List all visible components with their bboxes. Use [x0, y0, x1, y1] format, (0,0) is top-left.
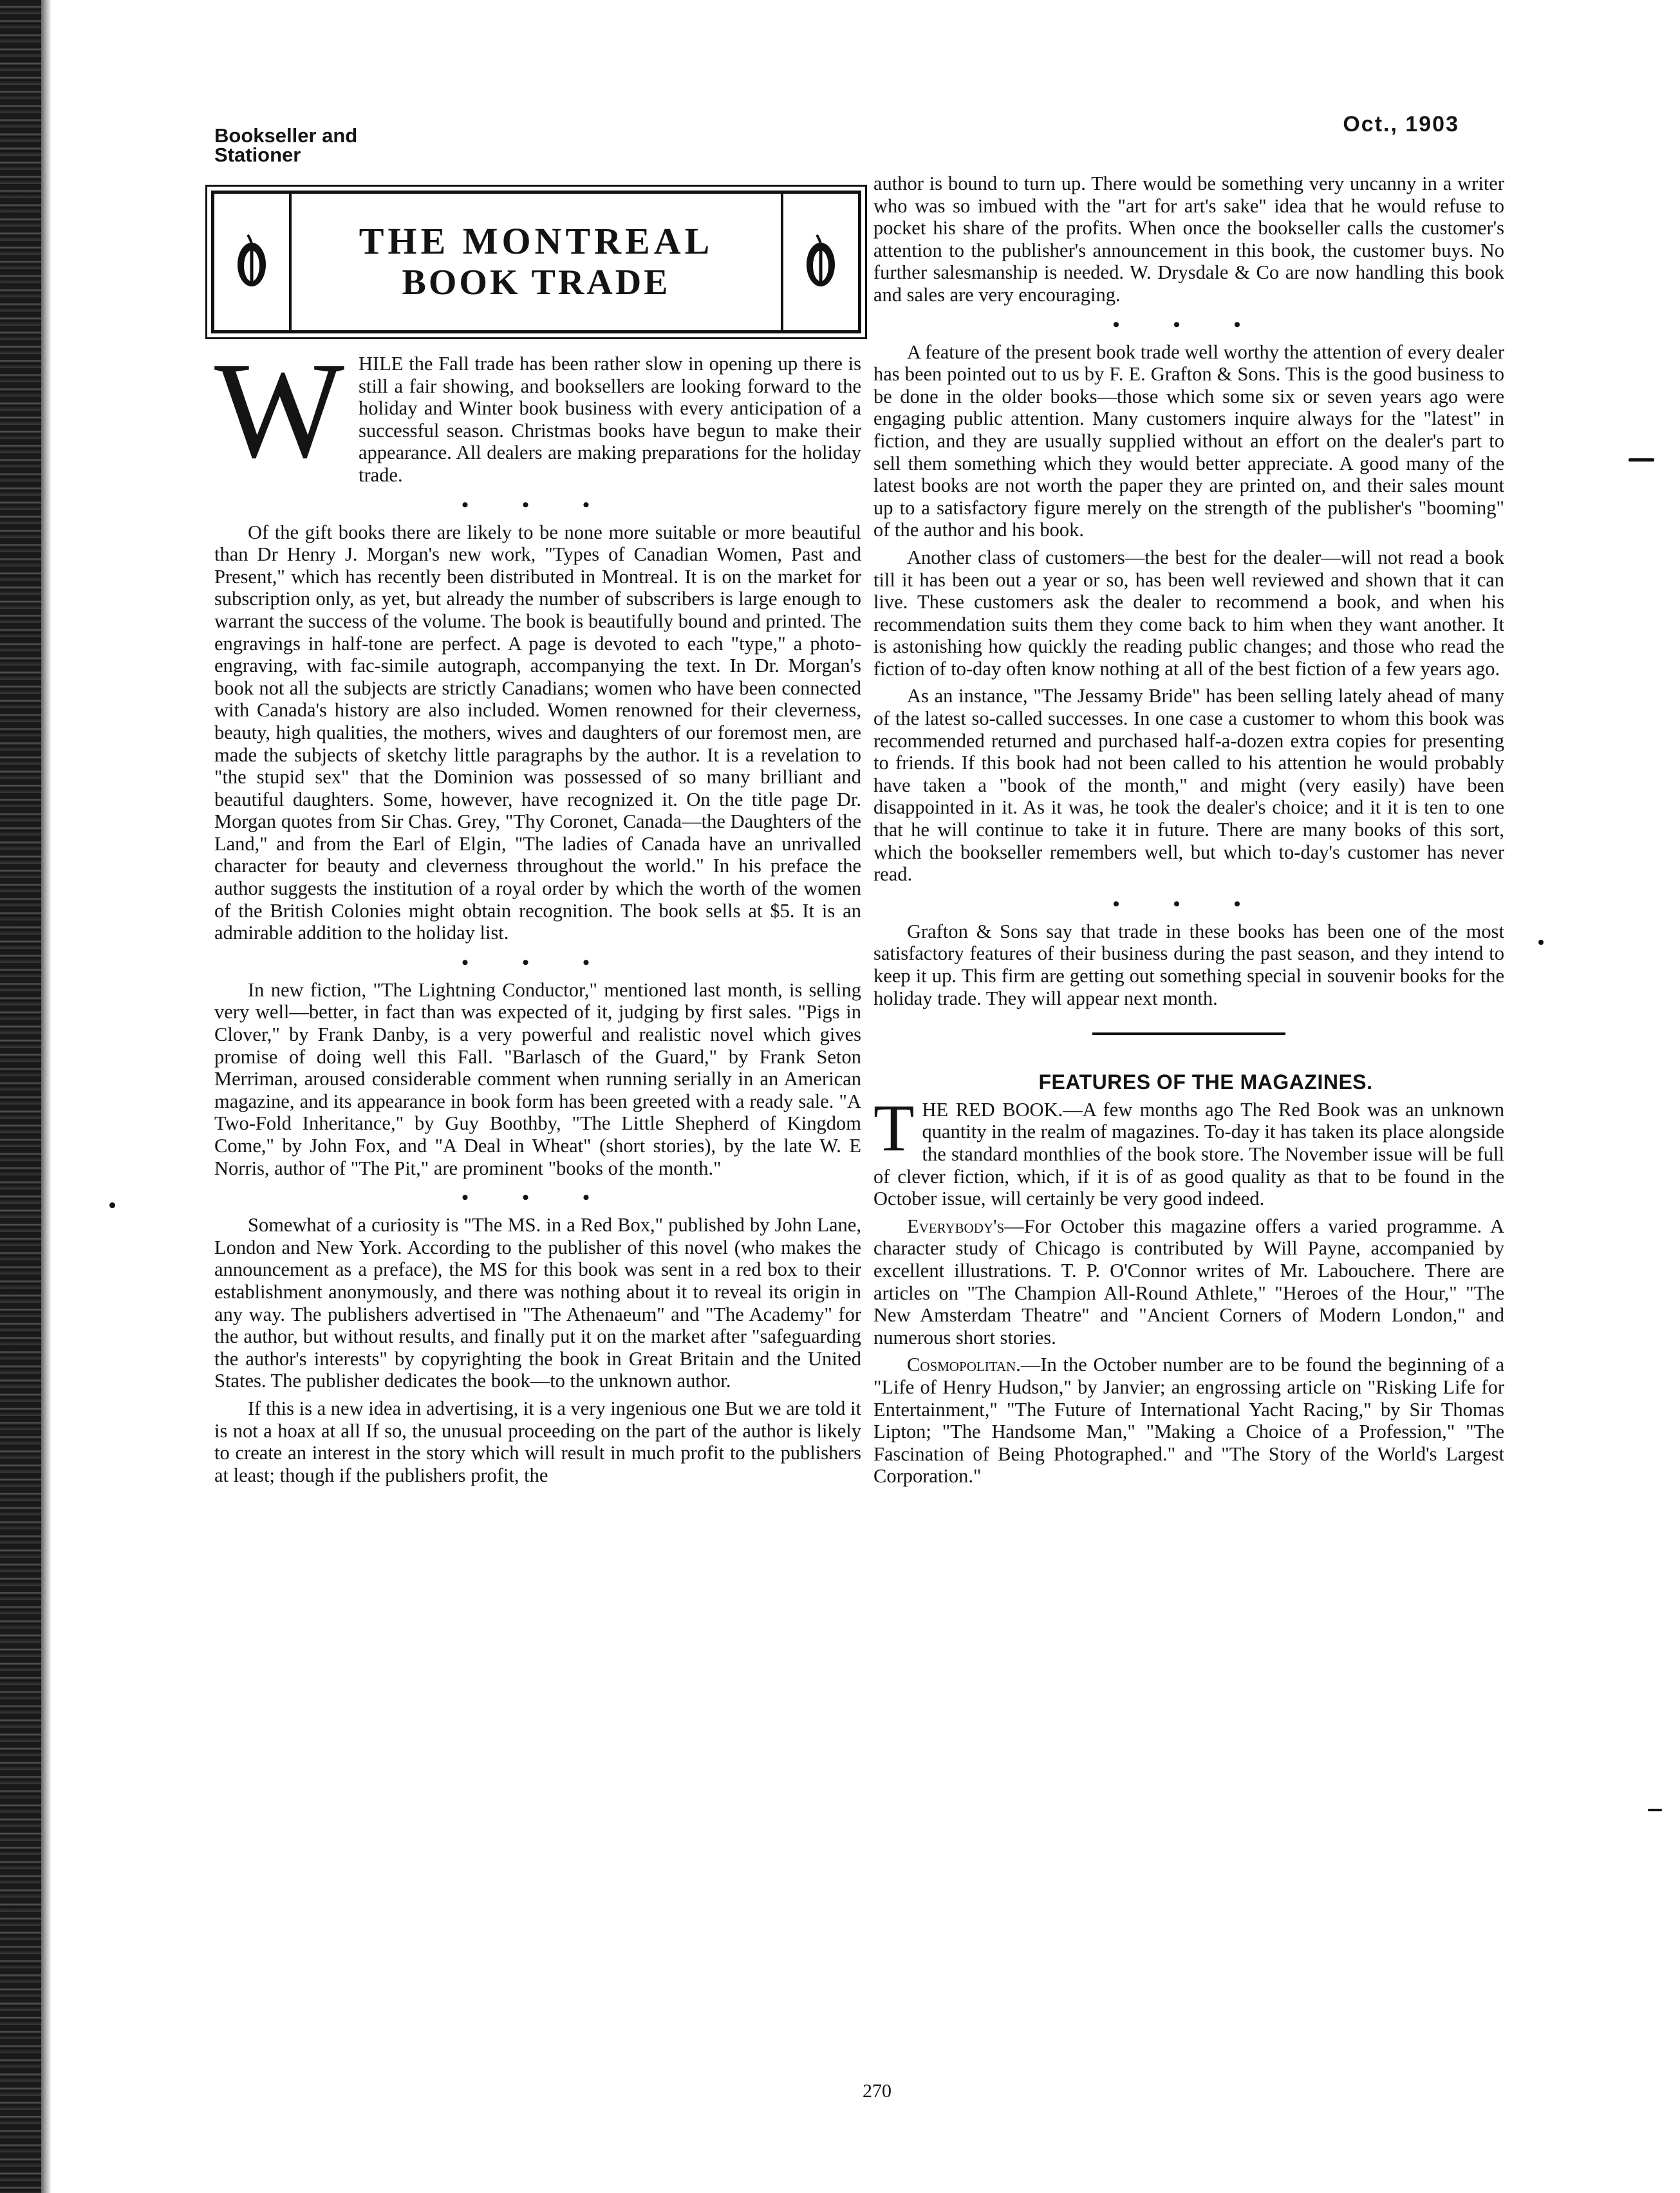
scan-speck: [1629, 458, 1654, 462]
everybodys-text: —For October this magazine offers a varied programme. A character study of Chicago is contributed by Will Payne, accompanied by excellent illustrations. T. P. O'Connor writes of Mr. Labouchere. There are articles on "The Champion All-Round Athlete," "Heroes of the Hour," "The New Amsterdam Theatre" and "Ancient Corners of Modern London," and numerous short stories.: [873, 1215, 1504, 1348]
paragraph-cosmopolitan: [873, 1354, 1504, 1488]
magazines-heading: FEATURES OF THE MAGAZINES.: [1038, 1070, 1373, 1094]
paragraph-advertising: If this is a new idea in advertising, it is a very ingenious one But we are told it is not a hoax at all If so, the unusual proceeding on the part of the author is likely to create an interest in the story which will result in much profit to the publishers at least; though if the publishers profit, the: [214, 1397, 861, 1486]
paragraph-new-fiction: In new fiction, "The Lightning Conductor," mentioned last month, is selling very well—better, in fact than was expected of it, judging by first sales. "Pigs in Clover," by Frank Danby, is a very powerful and realistic novel which gives promise of doing well this Fall. "Barlasch of the Guard," by Frank Seton Merriman, aroused considerable comment when running serially in an American magazine, and its appearance in book form has been greeted with a ready sale. "A Two-Fold Inheritance," by Guy Boothby, "The Little Shepherd of Kingdom Come," by John Fox, and "A Deal in Wheat" (short stories), by the late W. E Norris, author of "The Pit," are prominent "books of the month.": [214, 978, 861, 1179]
drop-cap: T: [873, 1090, 915, 1165]
publication-line-1: Bookseller and: [214, 124, 358, 147]
running-head-date: Oct., 1903: [1343, 112, 1459, 136]
opening-paragraph-text: HILE the Fall trade has been rather slow in opening up there is still a fair showing, and booksellers are looking forward to the holiday and Winter book business with every anticipation of a successful season. Christmas books have begun to make their appearance. All dealers are making preparations for the holiday trade.: [358, 353, 861, 486]
title-line-1: THE MONTREAL: [359, 220, 714, 262]
section-rule: [1092, 1032, 1285, 1035]
cosmopolitan-text: .—In the October number are to be found the beginning of a "Life of Henry Hudson," by Janvier; an engrossing article on "Risking Life for Entertainment," "The Future of International Yacht Racing," by Sir Thomas Lipton; "The Handsome Man," "Making a Choice of a Profession," "The Fascination of Being Photographed." and "The Story of the World's Largest Corporation.": [873, 1354, 1504, 1488]
right-text-column: [873, 173, 1504, 1493]
paragraph-everybodys: [873, 1215, 1504, 1349]
running-head-publication: [214, 126, 357, 165]
scan-binding-shadow: [41, 0, 51, 2193]
red-book-text: HE RED BOOK.—A few months ago The Red Book was an unknown quantity in the realm of magazines. To-day it has taken its place alongside the standard monthlies of the book store. The November issue will be full of clever fiction, which, if it is of as good quality as that to be found in the October issue, will certainly be very good indeed.: [873, 1098, 1504, 1210]
opening-paragraph: [214, 334, 861, 487]
scan-speck: [1538, 940, 1544, 945]
section-separator: • • •: [462, 951, 614, 973]
paragraph-grafton-sons: Grafton & Sons say that trade in these books has been one of the most satisfactory features of their business during the past season, and they intend to keep it up. This firm are getting out something special in souvenir books for the holiday trade. They will appear next month.: [873, 920, 1504, 1009]
paragraph-morgan-book: Of the gift books there are likely to be none more suitable or more beautiful than Dr Henry J. Morgan's new work, "Types of Canadian Women, Past and Present," which has recently been distributed in Montreal. It is on the market for subscription only, as yet, but already the number of subscribers is large enough to warrant the success of the volume. The book is beautifully bound and printed. The engravings in half-tone are perfect. A page is devoted to each "type," a photo-engraving, with fac-simile autograph, accompanying the text. In Dr. Morgan's book not all the subjects are strictly Canadians; women who have been connected with Canada's history are also included. Women renowned for their cleverness, beauty, high qualities, the mothers, wives and daughters of our foremost men, are made the subjects of sketchy little paragraphs by the author. It is a revelation to "the stupid sex" that the Dominion was possessed of so many brilliant and beautiful daughters. Some, however, have recognized it. On the title page Dr. Morgan quotes from Sir Chas. Grey, "Thy Coronet, Canada—the Daughters of the Land," and from the Earl of Elgin, "The ladies of Canada have an unrivalled character for beauty and cleverness throughout the world." In his preface the author suggests the institution of a royal order by which the worth of the women of the British Colonies might obtain recognition. The book sells at $5. It is an admirable addition to the holiday list.: [214, 521, 861, 944]
paragraph-customer-class: Another class of customers—the best for the dealer—will not read a book till it has been out a year or so, has been well reviewed and shown that it can live. These customers ask the dealer to recommend a book, and when his recommendation suits them they come back to him when they want another. It is astonishing how quickly the reading public changes; and those who read the fiction of to-day often know nothing at all of the best fiction of a few years ago.: [873, 546, 1504, 680]
title-line-2: BOOK TRADE: [402, 263, 671, 303]
scan-binding-edge: [0, 0, 41, 2193]
paragraph-jessamy-bride: As an instance, "The Jessamy Bride" has been selling lately ahead of many of the latest so-called successes. In one case a customer to whom this book was recommended returned and purchased half-a-dozen extra copies for presenting to friends. If this book had not been called to his attention he would probably have taken a "book of the month," and might (very easily) have been disappointed in it. As it was, he took the dealer's choice; and it it is ten to one that he will continue to take it in future. There are many books of this sort, which the bookseller remembers well, but which to-day's customer has never read.: [873, 685, 1504, 886]
section-separator: • • •: [462, 1187, 614, 1209]
article-title: [292, 194, 781, 330]
paragraph-ms-red-box: Somewhat of a curiosity is "The MS. in a Red Box," published by John Lane, London and New York. According to the publisher of this novel (who makes the announcement as a preface), the MS for this book was sent in a red box to their establishment anonymously, and there was nothing about it to reveal its origin in any way. The publishers advertised in "The Athenaeum" and "The Academy" for the author, but without results, and finally put it on the market after "safeguarding the author's interests" by copyrighting the book in Great Britain and the United States. The publisher dedicates the book—to the unknown author.: [214, 1214, 861, 1392]
scan-speck: [1648, 1809, 1662, 1811]
leaf-ornament-icon: [781, 194, 858, 330]
section-separator: • • •: [1112, 313, 1265, 335]
drop-cap: W: [214, 334, 344, 487]
paragraph-continuation: author is bound to turn up. There would be something very uncanny in a writer who was so imbued with the "art for art's sake" idea that he would refuse to pocket his share of the profits. When once the bookseller calls the customer's attention to the publisher's announcement in this book, the customer buys. No further salesmanship is needed. W. Drysdale & Co are now handling this book and sales are very encouraging.: [873, 173, 1504, 306]
section-separator: • • •: [1112, 893, 1265, 915]
page-number: 270: [863, 2080, 891, 2102]
paragraph-older-books: A feature of the present book trade well worthy the attention of every dealer has been pointed out to us by F. E. Grafton & Sons. This is the good business to be done in the older books—those which some six or seven years ago were engaging public attention. Many customers inquire always for the "latest" in fiction, and they are usually supplied without an effort on the dealer's part to sell them something which they would better appreciate. A good many of the latest books are not worth the paper they are printed on, and their sales mount up to a satisfactory figure merely on the strength of the publisher's "booming" of the author and his book.: [873, 341, 1504, 541]
paragraph-red-book: [873, 1090, 1504, 1210]
section-separator: • • •: [462, 494, 614, 516]
magazine-name: Everybody's: [907, 1215, 1005, 1237]
scan-speck: [109, 1202, 115, 1208]
leaf-ornament-icon: [214, 194, 292, 330]
magazine-name: Cosmopolitan: [907, 1354, 1016, 1376]
publication-line-2: Stationer: [214, 144, 301, 166]
left-text-column: [214, 334, 861, 1491]
article-title-box: [211, 191, 861, 333]
